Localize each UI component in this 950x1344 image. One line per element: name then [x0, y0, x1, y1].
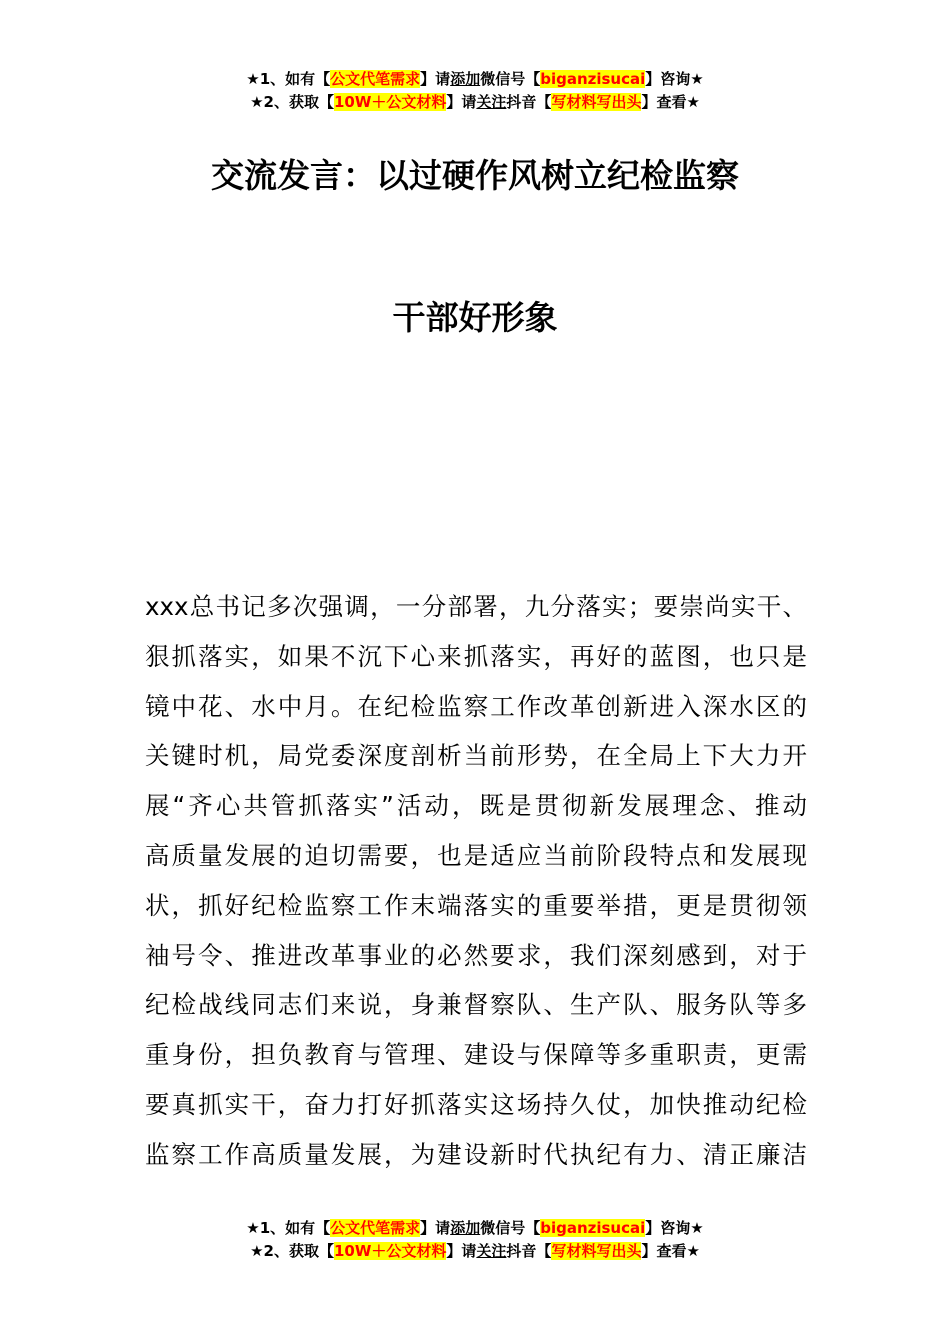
body-line: 要真抓实干，奋力打好抓落实这场持久仗，加快推动纪检	[145, 1089, 807, 1119]
body-line: 袖号令、推进改革事业的必然要求，我们深刻感到，对于	[145, 940, 807, 970]
notice-highlight: 写材料写出头	[551, 93, 642, 111]
notice-highlight: 公文代笔需求	[330, 70, 421, 88]
body-line: 狠抓落实，如果不沉下心来抓落实，再好的蓝图，也只是	[145, 641, 807, 671]
document-title-line-1: 交流发言：以过硬作风树立纪检监察	[211, 156, 739, 195]
notice-text: ★1、如有【	[246, 70, 331, 88]
body-line: 监察工作高质量发展，为建设新时代执纪有力、清正廉洁	[145, 1139, 807, 1169]
body-paragraph	[145, 582, 807, 1180]
notice-underlined: 添加	[450, 70, 481, 88]
notice-text: 】请	[446, 1242, 477, 1260]
notice-highlight: 写材料写出头	[551, 1242, 642, 1260]
notice-text: 抖音【	[506, 1242, 552, 1260]
notice-text: 】请	[420, 70, 451, 88]
notice-text: ★2、获取【	[250, 1242, 334, 1260]
notice-text: ★2、获取【	[250, 93, 334, 111]
notice-text: 】请	[420, 1219, 451, 1237]
notice-text: 】咨询★	[645, 70, 704, 88]
notice-line-1	[0, 1217, 950, 1240]
body-line: 高质量发展的迫切需要，也是适应当前阶段特点和发展现	[145, 840, 807, 870]
footer-notice	[0, 1217, 950, 1263]
notice-text: 】请	[446, 93, 477, 111]
notice-highlight: 10W＋公文材料	[333, 1242, 447, 1260]
header-notice	[0, 68, 950, 114]
notice-text: 微信号【	[480, 1219, 541, 1237]
notice-text: 】查看★	[641, 93, 700, 111]
notice-line-1	[0, 68, 950, 91]
notice-highlight: 10W＋公文材料	[333, 93, 447, 111]
body-line: 关键时机，局党委深度剖析当前形势，在全局上下大力开	[145, 741, 807, 771]
body-line: 纪检战线同志们来说，身兼督察队、生产队、服务队等多	[145, 990, 807, 1020]
notice-text: 】咨询★	[645, 1219, 704, 1237]
document-title-line-2: 干部好形象	[392, 298, 558, 337]
notice-underlined: 关注	[476, 1242, 507, 1260]
notice-highlight: biganzisucai	[540, 70, 646, 88]
body-line: 镜中花、水中月。在纪检监察工作改革创新进入深水区的	[145, 691, 807, 721]
notice-underlined: 添加	[450, 1219, 481, 1237]
notice-highlight: biganzisucai	[540, 1219, 646, 1237]
notice-text: 抖音【	[506, 93, 552, 111]
body-line: 状，抓好纪检监察工作末端落实的重要举措，更是贯彻领	[145, 890, 807, 920]
body-line: 展“齐心共管抓落实”活动，既是贯彻新发展理念、推动	[145, 791, 807, 821]
notice-text: 】查看★	[641, 1242, 700, 1260]
notice-line-2	[0, 91, 950, 114]
body-line: 重身份，担负教育与管理、建设与保障等多重职责，更需	[145, 1040, 807, 1070]
notice-underlined: 关注	[476, 93, 507, 111]
notice-text: 微信号【	[480, 70, 541, 88]
notice-line-2	[0, 1240, 950, 1263]
notice-text: ★1、如有【	[246, 1219, 331, 1237]
notice-highlight: 公文代笔需求	[330, 1219, 421, 1237]
body-line: xxx总书记多次强调，一分部署，九分落实；要崇尚实干、	[145, 592, 807, 621]
